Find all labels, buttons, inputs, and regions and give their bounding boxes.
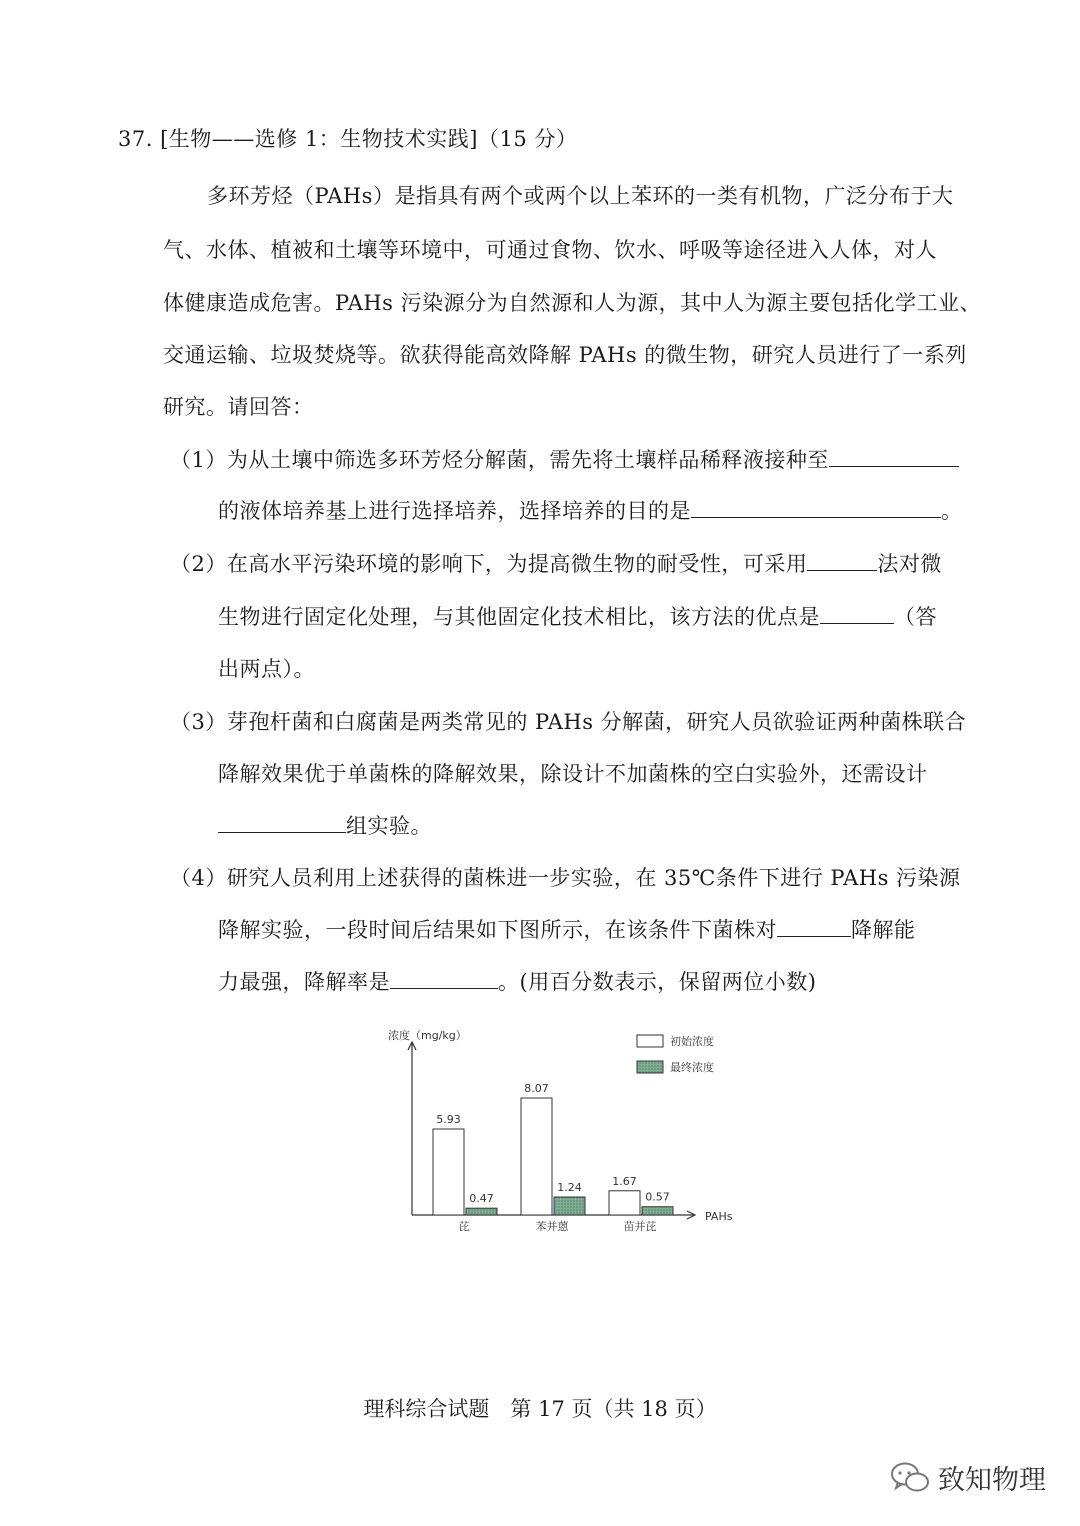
part4-text-c: 力最强，降解率是 bbox=[218, 970, 390, 994]
part4-line-1: （4）研究人员利用上述获得的菌株进一步实验，在 35℃条件下进行 PAHs 污染源 bbox=[170, 866, 961, 890]
part3-line-1: （3）芽孢杆菌和白腐菌是两类常见的 PAHs 分解菌，研究人员欲验证两种菌株联合 bbox=[170, 710, 967, 734]
y-axis-label: 浓度（mg/kg） bbox=[388, 1029, 467, 1042]
watermark bbox=[890, 1458, 1046, 1497]
part2-line-1 bbox=[170, 548, 942, 578]
data-label-final: 0.47 bbox=[469, 1192, 494, 1206]
answer-blank-6[interactable] bbox=[777, 916, 851, 937]
part1-line-1 bbox=[170, 444, 959, 474]
bar-initial bbox=[609, 1191, 640, 1215]
x-tick-label: 苯并蒽 bbox=[535, 1220, 569, 1233]
legend-label-initial: 初始浓度 bbox=[670, 1035, 714, 1048]
legend-swatch-final bbox=[637, 1061, 663, 1073]
part2-text-b-end: （答 bbox=[894, 605, 937, 629]
part2-line-3: 出两点）。 bbox=[218, 657, 315, 681]
part1-text-b-end: 。 bbox=[941, 499, 963, 523]
part4-text-b-end: 降解能 bbox=[851, 918, 916, 942]
watermark-text: 致知物理 bbox=[938, 1465, 1046, 1496]
part1-text-a: （1）为从土壤中筛选多环芳烃分解菌，需先将土壤样品稀释液接种至 bbox=[170, 448, 829, 472]
legend-swatch-initial bbox=[637, 1035, 663, 1047]
x-axis-label: PAHs bbox=[705, 1210, 733, 1223]
intro-line-5: 研究。请回答： bbox=[163, 395, 314, 419]
data-label-final: 0.57 bbox=[645, 1190, 670, 1204]
part2-text-b: 生物进行固定化处理，与其他固定化技术相比，该方法的优点是 bbox=[218, 605, 820, 629]
data-label-initial: 8.07 bbox=[524, 1081, 549, 1095]
intro-line-2: 气、水体、植被和土壤等环境中，可通过食物、饮水、呼吸等途径进入人体，对人 bbox=[163, 238, 937, 262]
part3-line-2: 降解效果优于单菌株的降解效果，除设计不加菌株的空白实验外，还需设计 bbox=[218, 762, 928, 786]
answer-blank-3[interactable] bbox=[807, 550, 877, 571]
intro-line-3: 体健康造成危害。PAHs 污染源分为自然源和人为源，其中人为源主要包括化学工业、 bbox=[163, 291, 982, 315]
data-label-final: 1.24 bbox=[557, 1181, 582, 1195]
x-tick-label: 芘 bbox=[458, 1220, 470, 1233]
legend-label-final: 最终浓度 bbox=[670, 1061, 714, 1074]
question-header: 37. [生物——选修 1：生物技术实践]（15 分） bbox=[118, 127, 578, 151]
pahs-bar-chart bbox=[360, 1020, 760, 1245]
answer-blank-2[interactable] bbox=[691, 497, 941, 518]
part4-text-c-end: 。(用百分数表示，保留两位小数) bbox=[498, 970, 817, 994]
part4-line-2 bbox=[218, 914, 916, 944]
answer-blank-7[interactable] bbox=[390, 968, 498, 989]
part1-line-2 bbox=[218, 495, 963, 525]
bar-initial bbox=[433, 1129, 464, 1215]
bar-final bbox=[554, 1197, 585, 1215]
intro-line-1: 多环芳烃（PAHs）是指具有两个或两个以上苯环的一类有机物，广泛分布于大 bbox=[207, 184, 954, 208]
part4-line-3 bbox=[218, 966, 816, 996]
part2-text-a: （2）在高水平污染环境的影响下，为提高微生物的耐受性，可采用 bbox=[170, 552, 808, 576]
bar-final bbox=[642, 1207, 673, 1215]
part4-text-b: 降解实验，一段时间后结果如下图所示，在该条件下菌株对 bbox=[218, 918, 777, 942]
part2-text-a-end: 法对微 bbox=[877, 552, 942, 576]
wechat-icon bbox=[890, 1461, 930, 1495]
part2-line-2 bbox=[218, 601, 937, 631]
answer-blank-5[interactable] bbox=[218, 812, 346, 833]
data-label-initial: 1.67 bbox=[612, 1174, 637, 1188]
bar-initial bbox=[521, 1098, 552, 1215]
answer-blank-4[interactable] bbox=[820, 603, 894, 624]
bar-final bbox=[466, 1208, 497, 1215]
data-label-initial: 5.93 bbox=[436, 1113, 461, 1127]
answer-blank-1[interactable] bbox=[829, 446, 959, 467]
part3-line-3 bbox=[218, 810, 432, 840]
page-footer: 理科综合试题 第 17 页（共 18 页） bbox=[363, 1397, 717, 1421]
intro-line-4: 交通运输、垃圾焚烧等。欲获得能高效降解 PAHs 的微生物，研究人员进行了一系列 bbox=[163, 343, 967, 367]
part1-text-b: 的液体培养基上进行选择培养，选择培养的目的是 bbox=[218, 499, 691, 523]
part3-text-c: 组实验。 bbox=[346, 814, 432, 838]
x-tick-label: 苗并芘 bbox=[623, 1220, 657, 1233]
